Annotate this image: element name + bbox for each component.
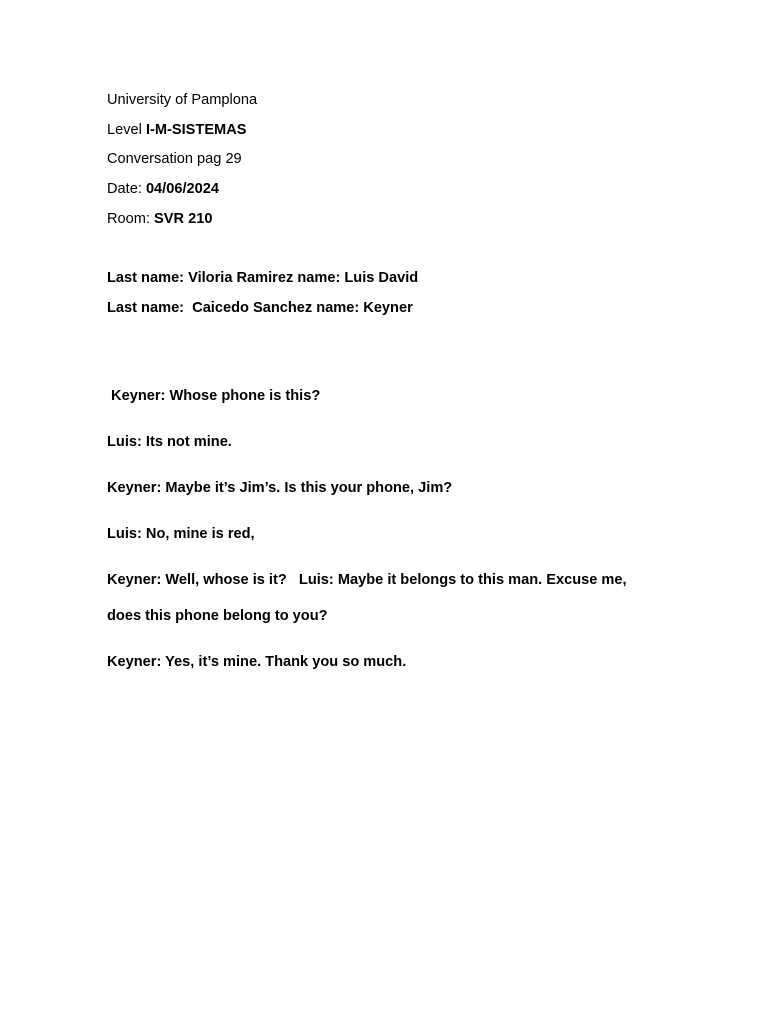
level-label: Level [107,122,146,138]
date-label: Date: [107,181,146,197]
room-line [107,210,212,228]
level-line [107,121,247,139]
date-value: 04/06/2024 [145,181,219,197]
dialogue-line: Keyner: Whose phone is this? [107,388,321,404]
dialogue-line: Keyner: Maybe it’s Jim’s. Is this your phone, Jim? [107,480,453,496]
student-line: Last name: Caicedo Sanchez name: Keyner [107,300,413,316]
dialogue-line: Luis: Its not mine. [107,434,232,450]
level-value: I-M-SISTEMAS [145,122,247,138]
date-line [107,180,219,198]
room-value: SVR 210 [154,211,213,227]
dialogue-line: Keyner: Well, whose is it? Luis: Maybe it belongs to this man. Excuse me, does this phone belong to you? [107,572,631,624]
student-line: Last name: Viloria Ramirez name: Luis David [107,270,419,286]
dialogue-line: Luis: No, mine is red, [107,526,255,542]
conversation-page-line: Conversation pag 29 [107,151,242,167]
university-name: University of Pamplona [107,92,258,108]
room-label: Room: [107,211,155,227]
dialogue-line: Keyner: Yes, it’s mine. Thank you so much. [107,654,407,670]
